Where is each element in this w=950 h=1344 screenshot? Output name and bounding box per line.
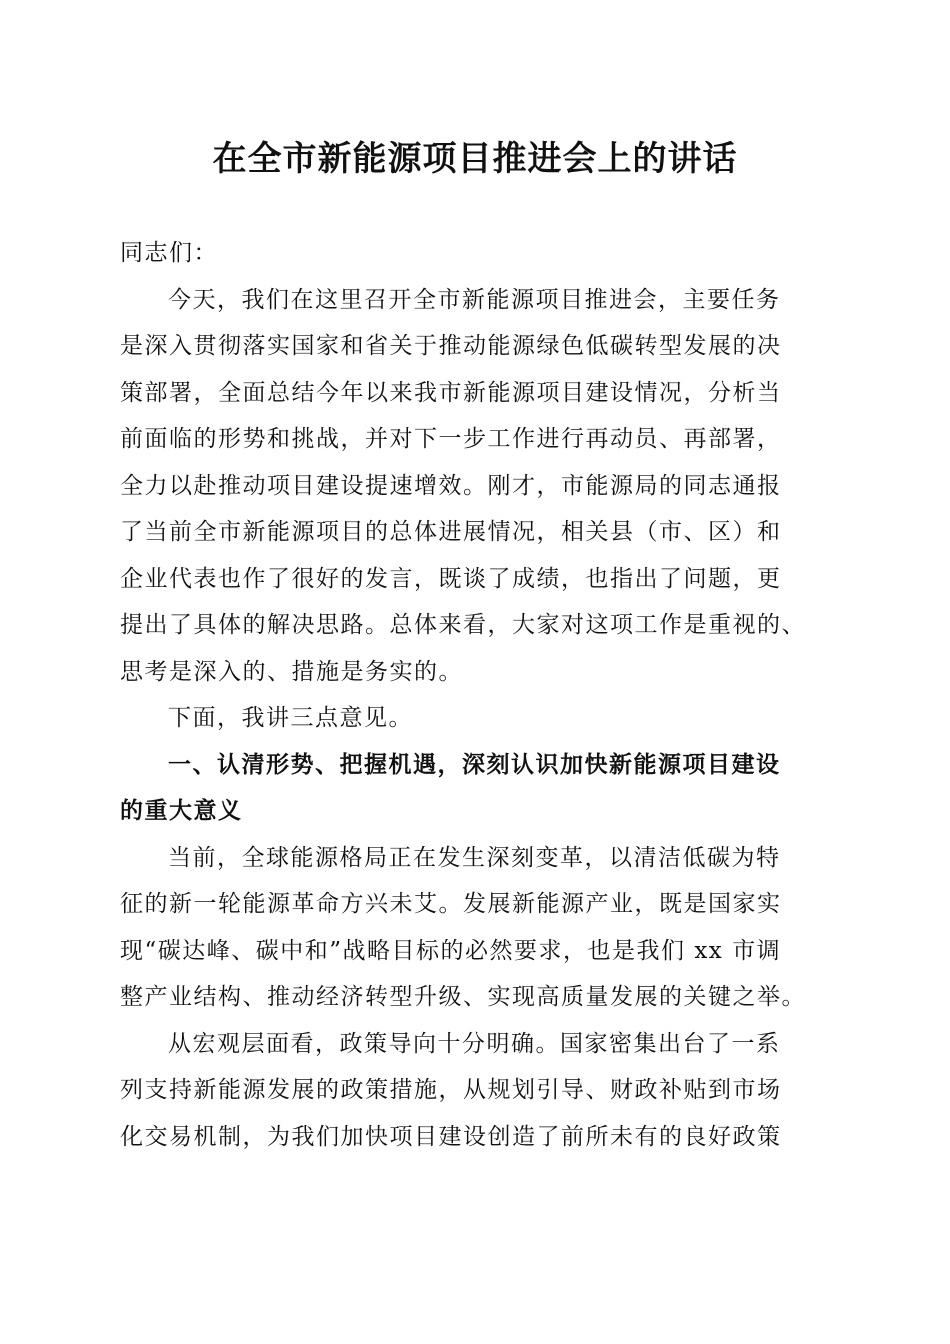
paragraph-transition bbox=[120, 695, 830, 742]
paragraph-policy bbox=[120, 1021, 830, 1161]
heading-line: 的重大意义 bbox=[120, 798, 243, 824]
section-heading-1 bbox=[120, 742, 830, 835]
text-line: 提出了具体的解决思路。总体来看，大家对这项工作是重视的、 bbox=[120, 612, 806, 638]
heading-line: 一、认清形势、把握机遇，深刻认识加快新能源项目建设 bbox=[168, 751, 781, 778]
document-title: 在全市新能源项目推进会上的讲话 bbox=[212, 139, 738, 179]
text-line: 是深入贯彻落实国家和省关于推动能源绿色低碳转型发展的决 bbox=[120, 333, 782, 359]
text-line: 整产业结构、推动经济转型升级、实现高质量发展的关键之举。 bbox=[120, 984, 806, 1010]
text-line: 当前，全球能源格局正在发生深刻变革，以清洁低碳为特 bbox=[168, 844, 781, 871]
text-line: 前面临的形势和挑战，并对下一步工作进行再动员、再部署， bbox=[120, 426, 782, 452]
text-line: 列支持新能源发展的政策措施，从规划引导、财政补贴到市场 bbox=[120, 1077, 782, 1103]
text-line: 从宏观层面看，政策导向十分明确。国家密集出台了一系 bbox=[168, 1030, 781, 1057]
text-line: 了当前全市新能源项目的总体进展情况，相关县（市、区）和 bbox=[120, 519, 782, 545]
text-line: 今天，我们在这里召开全市新能源项目推进会，主要任务 bbox=[168, 286, 781, 313]
text-line: 现“碳达峰、碳中和”战略目标的必然要求，也是我们 xx 市调 bbox=[120, 937, 782, 964]
salutation-line: 同志们： bbox=[120, 240, 218, 266]
document-body bbox=[120, 230, 830, 1160]
text-line: 化交易机制，为我们加快项目建设创造了前所未有的良好政策 bbox=[120, 1123, 782, 1150]
paragraph-context bbox=[120, 835, 830, 1021]
text-line: 企业代表也作了很好的发言，既谈了成绩，也指出了问题，更 bbox=[120, 565, 782, 592]
text-line: 策部署，全面总结今年以来我市新能源项目建设情况，分析当 bbox=[120, 379, 782, 406]
paragraph-opening bbox=[120, 277, 830, 696]
salutation bbox=[120, 230, 830, 277]
text-line: 下面，我讲三点意见。 bbox=[168, 705, 413, 731]
text-line: 全力以赴推动项目建设提速增效。刚才，市能源局的同志通报 bbox=[120, 472, 782, 499]
text-line: 思考是深入的、措施是务实的。 bbox=[120, 658, 463, 685]
text-line: 征的新一轮能源革命方兴未艾。发展新能源产业，既是国家实 bbox=[120, 891, 782, 917]
